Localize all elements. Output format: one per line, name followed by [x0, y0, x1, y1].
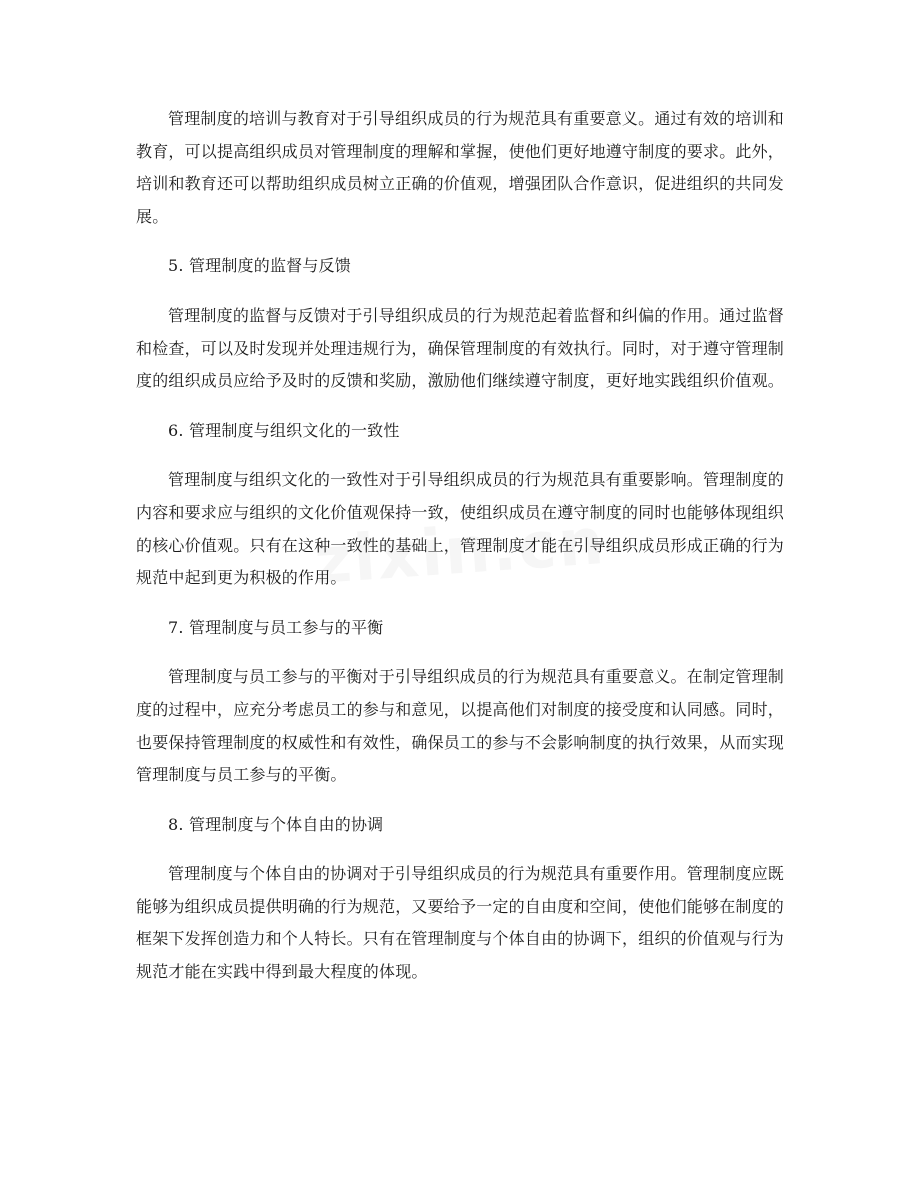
heading-section-6: 6. 管理制度与组织文化的一致性	[168, 420, 400, 440]
heading-section-7: 7. 管理制度与员工参与的平衡	[168, 617, 384, 637]
document-body	[136, 103, 784, 989]
paragraph-supervision: 管理制度的监督与反馈对于引导组织成员的行为规范起着监督和纠偏的作用。通过监督和检查，可以及时发现并处理违规行为，确保管理制度的有效执行。同时，对于遵守管理制度的组织成员应给予及时的反馈和奖励，激励他们继续遵守制度，更好地实践组织价值观。	[136, 305, 785, 391]
paragraph-freedom: 管理制度与个体自由的协调对于引导组织成员的行为规范具有重要作用。管理制度应既能够为组织成员提供明确的行为规范，又要给予一定的自由度和空间，使他们能够在制度的框架下发挥创造力和个人特长。只有在管理制度与个体自由的协调下，组织的价值观与行为规范才能在实践中得到最大程度的体现。	[136, 864, 785, 982]
paragraph-participation: 管理制度与员工参与的平衡对于引导组织成员的行为规范具有重要意义。在制定管理制度的过程中，应充分考虑员工的参与和意见，以提高他们对制度的接受度和认同感。同时，也要保持管理制度的权威性和有效性，确保员工的参与不会影响制度的执行效果，从而实现管理制度与员工参与的平衡。	[136, 667, 785, 785]
paragraph-culture: 管理制度与组织文化的一致性对于引导组织成员的行为规范具有重要影响。管理制度的内容和要求应与组织的文化价值观保持一致，使组织成员在遵守制度的同时也能够体现组织的核心价值观。只有在这种一致性的基础上，管理制度才能在引导组织成员形成正确的行为规范中起到更为积极的作用。	[136, 470, 785, 588]
heading-section-5: 5. 管理制度的监督与反馈	[168, 256, 351, 276]
heading-section-8: 8. 管理制度与个体自由的协调	[168, 814, 384, 834]
paragraph-training: 管理制度的培训与教育对于引导组织成员的行为规范具有重要意义。通过有效的培训和教育，可以提高组织成员对管理制度的理解和掌握，使他们更好地遵守制度的要求。此外，培训和教育还可以帮助组织成员树立正确的价值观，增强团队合作意识，促进组织的共同发展。	[136, 109, 785, 226]
